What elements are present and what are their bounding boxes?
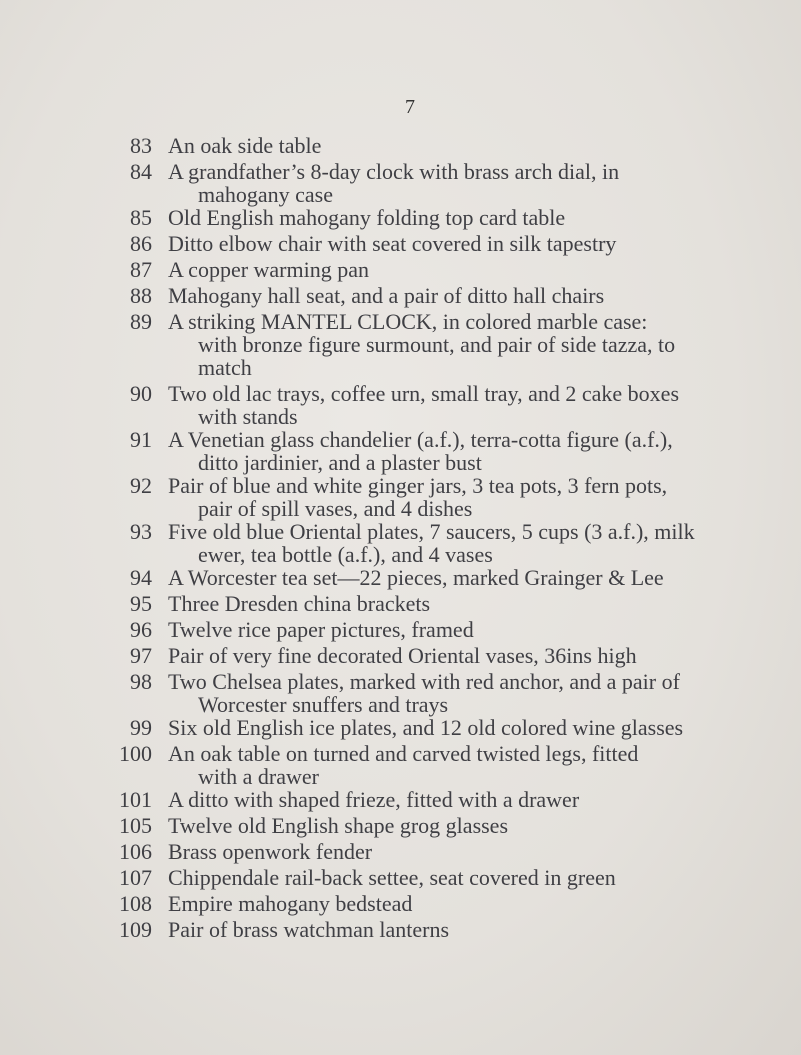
lot-description: A Venetian glass chandelier (a.f.), terra-cotta figure (a.f.), bbox=[168, 427, 673, 452]
lot-description: Two old lac trays, coffee urn, small tray, and 2 cake boxes bbox=[168, 381, 680, 406]
lot-description: Pair of brass watchman lanterns bbox=[168, 917, 450, 942]
lot-description: Ditto elbow chair with seat covered in silk tapestry bbox=[168, 231, 617, 256]
lot-number: 100 bbox=[119, 741, 152, 766]
lot-number: 108 bbox=[119, 891, 152, 916]
lot-description-continued: with a drawer bbox=[198, 764, 319, 789]
lot-description: Empire mahogany bedstead bbox=[168, 891, 413, 916]
lot-number: 95 bbox=[130, 591, 152, 616]
lot-description: An oak table on turned and carved twisted legs, fitted bbox=[168, 741, 639, 766]
lot-description: A striking MANTEL CLOCK, in colored marble case: bbox=[168, 309, 648, 334]
lot-description-continued: ditto jardinier, and a plaster bust bbox=[198, 450, 482, 475]
lot-number: 96 bbox=[130, 617, 152, 642]
lot-number: 89 bbox=[130, 309, 152, 334]
lot-number: 109 bbox=[119, 917, 152, 942]
lot-description-continued: Worcester snuffers and trays bbox=[198, 692, 449, 717]
lot-description: Pair of blue and white ginger jars, 3 tea pots, 3 fern pots, bbox=[168, 473, 668, 498]
lot-number: 84 bbox=[130, 159, 152, 184]
lot-description-continued: with bronze figure surmount, and pair of side tazza, to bbox=[198, 332, 676, 357]
lot-description-continued: mahogany case bbox=[198, 182, 333, 207]
lot-number: 105 bbox=[119, 813, 152, 838]
lot-description: Three Dresden china brackets bbox=[168, 591, 431, 616]
lot-description: Two Chelsea plates, marked with red anchor, and a pair of bbox=[168, 669, 680, 694]
lot-description-continued: match bbox=[198, 355, 252, 380]
lot-description: A ditto with shaped frieze, fitted with a drawer bbox=[168, 787, 580, 812]
lot-number: 107 bbox=[119, 865, 152, 890]
lot-description: A Worcester tea set—22 pieces, marked Grainger & Lee bbox=[168, 565, 664, 590]
lot-number: 90 bbox=[130, 381, 152, 406]
lot-description: Old English mahogany folding top card table bbox=[168, 205, 566, 230]
lot-description: Five old blue Oriental plates, 7 saucers, 5 cups (3 a.f.), milk bbox=[168, 519, 695, 544]
lot-description: An oak side table bbox=[168, 133, 322, 158]
lot-description-continued: pair of spill vases, and 4 dishes bbox=[198, 496, 473, 521]
lot-description: Mahogany hall seat, and a pair of ditto hall chairs bbox=[168, 283, 605, 308]
lot-description: Twelve rice paper pictures, framed bbox=[168, 617, 474, 642]
lot-number: 83 bbox=[130, 133, 152, 158]
lot-number: 97 bbox=[130, 643, 152, 668]
lot-description: Brass openwork fender bbox=[168, 839, 373, 864]
lot-number: 87 bbox=[130, 257, 152, 282]
lot-description: Twelve old English shape grog glasses bbox=[168, 813, 509, 838]
lot-number: 106 bbox=[119, 839, 152, 864]
page-mark: 7 bbox=[405, 96, 415, 118]
lot-number: 99 bbox=[130, 715, 152, 740]
lot-number: 92 bbox=[130, 473, 152, 498]
lot-description: Six old English ice plates, and 12 old colored wine glasses bbox=[168, 715, 684, 740]
lot-number: 85 bbox=[130, 205, 152, 230]
lot-number: 101 bbox=[119, 787, 152, 812]
lot-number: 86 bbox=[130, 231, 152, 256]
lot-number: 88 bbox=[130, 283, 152, 308]
lot-description: A grandfather’s 8-day clock with brass arch dial, in bbox=[168, 159, 620, 184]
lot-number: 94 bbox=[130, 565, 152, 590]
lot-description: Chippendale rail-back settee, seat covered in green bbox=[168, 865, 616, 890]
lot-number: 91 bbox=[130, 427, 152, 452]
lot-number: 93 bbox=[130, 519, 152, 544]
lot-number: 98 bbox=[130, 669, 152, 694]
lot-description-continued: with stands bbox=[198, 404, 298, 429]
lot-description: Pair of very fine decorated Oriental vases, 36ins high bbox=[168, 643, 637, 668]
lot-description: A copper warming pan bbox=[168, 257, 369, 282]
lot-description-continued: ewer, tea bottle (a.f.), and 4 vases bbox=[198, 542, 493, 567]
